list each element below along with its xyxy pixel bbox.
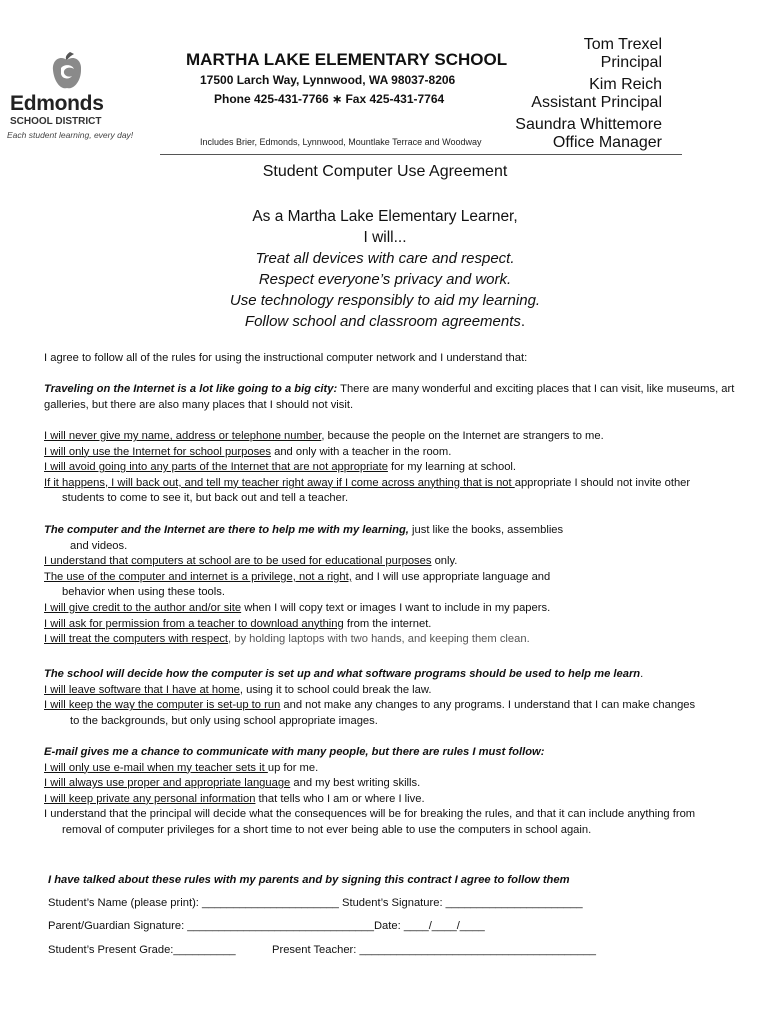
staff-name: Tom Trexel <box>583 36 662 53</box>
section-software: The school will decide how the computer is set up and what software programs should be used to help me learn. I will leave software that I have at home, using it to school could break the law. I will keep the way the computer is set-up to run and not make any changes to any programs. I understand that I can make changes to the backgrounds, but only using school appropriate images. <box>44 667 744 729</box>
creed-item: Treat all devices with care and respect. <box>255 250 515 267</box>
school-includes: Includes Brier, Edmonds, Lynnwood, Mountlake Terrace and Woodway <box>200 137 482 147</box>
school-phone: Phone 425-431-7766 ∗ Fax 425-431-7764 <box>214 92 445 106</box>
list-item: I will leave software that I have at home, using it to school could break the law. <box>44 683 432 696</box>
header-divider <box>160 154 682 155</box>
staff-title: Office Manager <box>552 134 662 151</box>
learner-creed <box>0 206 770 332</box>
section-internet-city: Traveling on the Internet is a lot like going to a big city: There are many wonderful and exciting places that I can visit, like museums, art galleries, but there are also many places that I should not visit. <box>44 383 735 411</box>
list-item: I will never give my name, address or telephone number, because the people on the Internet are strangers to me. <box>44 430 604 442</box>
present-teacher-field[interactable]: Present Teacher: ______________________________________ <box>272 944 596 956</box>
section-internet-rules <box>44 429 744 507</box>
intro-paragraph: I agree to follow all of the rules for using the instructional computer network and I understand that: <box>44 352 528 364</box>
list-item: I will keep private any personal information that tells who I am or where I live. <box>44 792 425 805</box>
district-logo <box>4 50 144 145</box>
apple-logo-icon <box>50 50 84 92</box>
creed-item: Respect everyone’s privacy and work. <box>258 271 512 288</box>
list-item: I will always use proper and appropriate language and my best writing skills. <box>44 777 421 790</box>
section-learning: The computer and the Internet are there to help me with my learning, just like the books, assemblies and videos. I understand that computers at school are to be used for educational purposes only. The use of the computer and internet is a privilege, not a right, and I will use appropriate language and behavior when using these tools. I will give credit to the author and/or site when I will copy text or images I want to include in my papers. I will ask for permission from a teacher to download anything from the internet. I will treat the computers with respect, by holding laptops with two hands, and keeping them clean. <box>44 523 744 648</box>
list-item: I will avoid going into any parts of the Internet that are not appropriate for my learning at school. <box>44 461 517 474</box>
list-item: I understand that computers at school are to be used for educational purposes only. <box>44 555 458 568</box>
creed-line: As a Martha Lake Elementary Learner, <box>252 208 518 225</box>
school-address: 17500 Larch Way, Lynnwood, WA 98037-8206 <box>200 73 456 87</box>
staff-name: Saundra Whittemore <box>515 116 662 133</box>
signature-line-parent[interactable]: Parent/Guardian Signature: ______________________________Date: ____/____/____ <box>48 920 485 932</box>
closing-statement: I have talked about these rules with my parents and by signing this contract I agree to follow them <box>48 874 570 886</box>
list-item: I will only use the Internet for school purposes and only with a teacher in the room. <box>44 445 452 458</box>
creed-item: Follow school and classroom agreements. <box>244 313 526 330</box>
list-item: I will treat the computers with respect, by holding laptops with two hands, and keeping them clean. <box>44 633 530 646</box>
staff-principal <box>584 36 662 72</box>
district-subtitle: SCHOOL DISTRICT <box>10 116 102 127</box>
signature-line-student[interactable]: Student’s Name (please print): ______________________ Student’s Signature: ______________________ <box>48 897 583 909</box>
list-item: I will only use e-mail when my teacher sets it up for me. <box>44 761 319 774</box>
list-item: I will give credit to the author and/or site when I will copy text or images I want to include in my papers. <box>44 601 551 614</box>
list-item: I will ask for permission from a teacher to download anything from the internet. <box>44 617 432 630</box>
page-title: Student Computer Use Agreement <box>262 163 508 180</box>
list-item: The use of the computer and internet is a privilege, not a right, and I will use appropriate language and <box>44 570 551 583</box>
creed-item: Use technology responsibly to aid my learning. <box>229 292 541 309</box>
staff-assistant-principal <box>531 76 662 112</box>
letterhead <box>0 0 770 160</box>
list-item-continued: students to come to see it, but back out and tell a teacher. <box>62 492 349 505</box>
district-tagline: Each student learning, every day! <box>7 130 134 140</box>
staff-office-manager <box>515 116 662 151</box>
student-grade-field[interactable]: Student’s Present Grade:__________ <box>48 944 236 956</box>
district-name: Edmonds <box>10 92 104 115</box>
section-email: E-mail gives me a chance to communicate with many people, but there are rules I must follow: I will only use e-mail when my teacher sets it up for me. I will always use proper and appropriate language and my best writing skills. I will keep private any personal information that tells who I am or where I live. I understand that the principal will decide what the consequences will be for breaking the rules, and that it can include anything from removal of computer privileges for a short time to not ever being able to use the computers in school again. <box>44 745 744 839</box>
staff-title: Principal <box>600 54 662 71</box>
staff-title: Assistant Principal <box>531 94 662 111</box>
creed-line: I will... <box>363 229 407 246</box>
list-item: If it happens, I will back out, and tell my teacher right away if I come across anything that is not appropriate I should not invite other <box>44 476 691 489</box>
school-name: MARTHA LAKE ELEMENTARY SCHOOL <box>186 50 508 69</box>
staff-name: Kim Reich <box>589 76 662 93</box>
list-item: I will keep the way the computer is set-up to run and not make any changes to any programs. I understand that I can make changes <box>44 699 696 712</box>
